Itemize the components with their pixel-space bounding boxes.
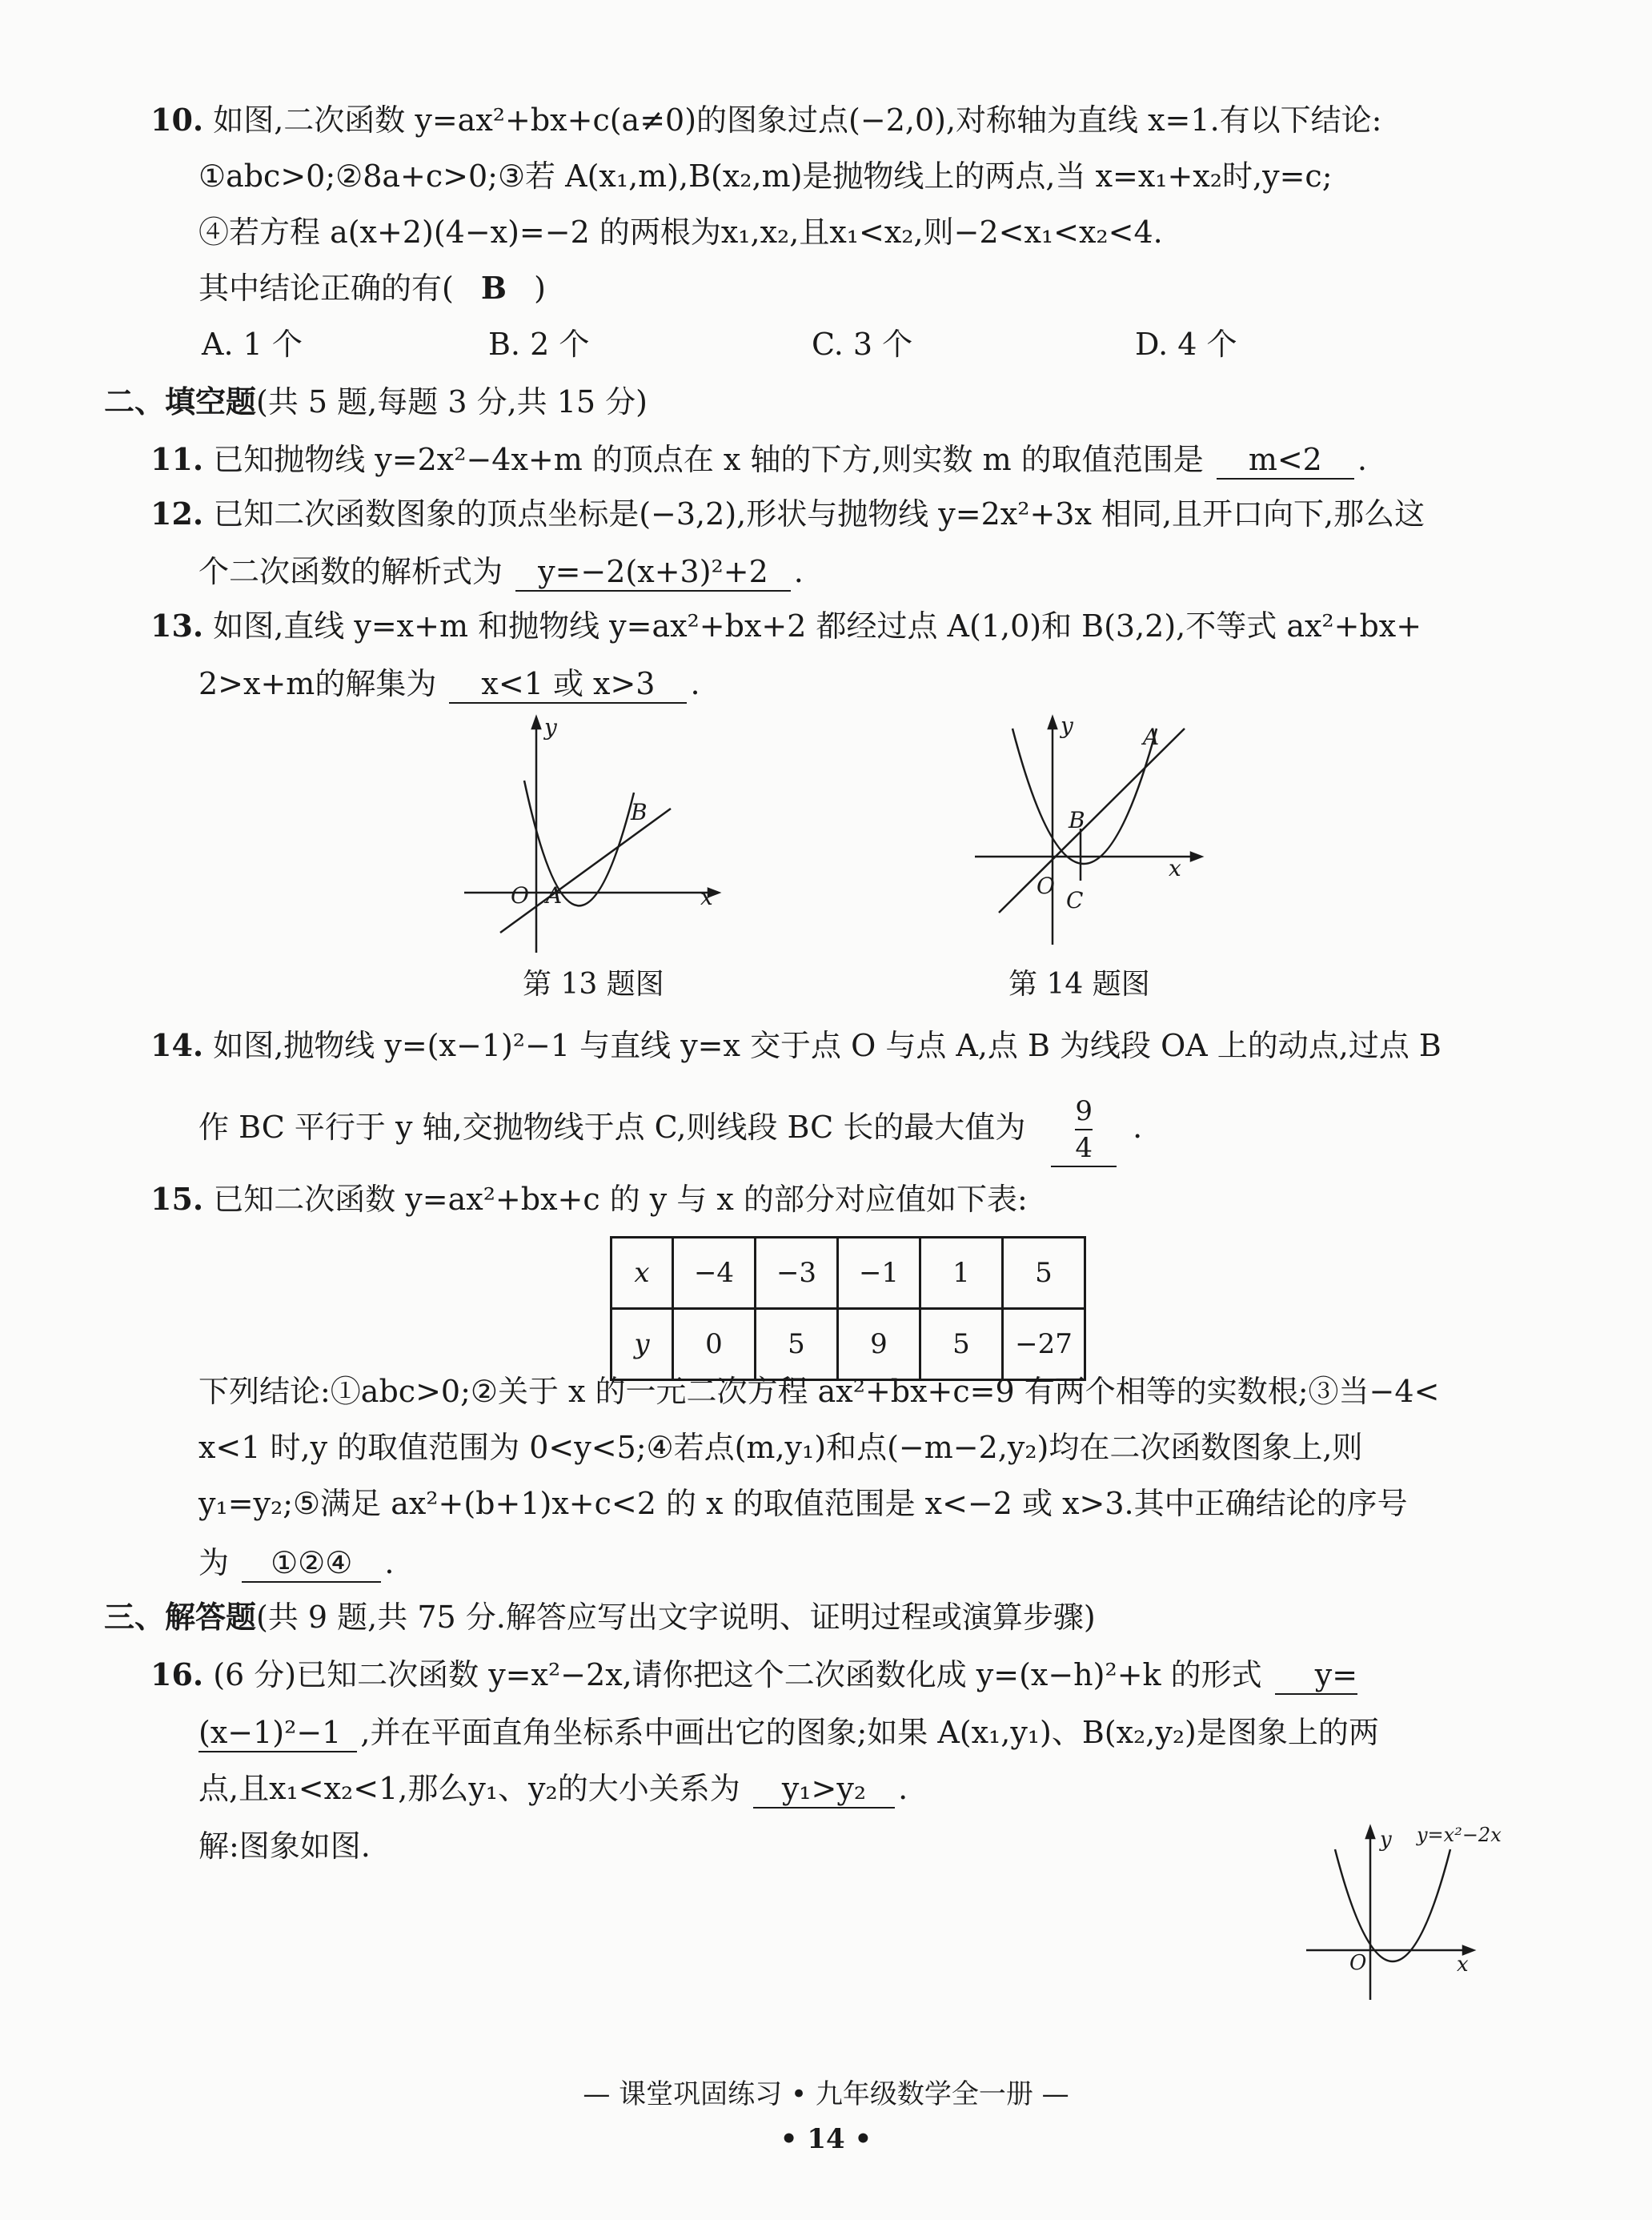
q12-end: . bbox=[793, 554, 804, 589]
q10-option-b: B. 2 个 bbox=[488, 327, 590, 362]
q13-end: . bbox=[690, 666, 700, 701]
q14-answer bbox=[1051, 1094, 1117, 1167]
q14-line2 bbox=[198, 1089, 1142, 1167]
fig14-parabola bbox=[1012, 729, 1157, 864]
table-cell: 5 bbox=[1003, 1238, 1085, 1309]
q15-intro-text: 已知二次函数 y=ax²+bx+c 的 y 与 x 的部分对应值如下表: bbox=[213, 1182, 1028, 1217]
q10-text-1: 如图,二次函数 y=ax²+bx+c(a≠0)的图象过点(−2,0),对称轴为直线 x=1.有以下结论: bbox=[213, 102, 1382, 138]
q10-option-a: A. 1 个 bbox=[202, 327, 303, 362]
q16-answer-1a: y= bbox=[1275, 1656, 1357, 1695]
fig14-label-c: C bbox=[1066, 887, 1084, 913]
q11-number: 11. bbox=[150, 441, 204, 477]
fig14-caption: 第 14 题图 bbox=[1008, 968, 1150, 1001]
fig13-label-o: O bbox=[511, 882, 529, 909]
fig16-label-y: y bbox=[1380, 1828, 1392, 1852]
fig16-y-arrow bbox=[1366, 1827, 1374, 1838]
fig13-parabola bbox=[524, 781, 634, 905]
q16-text-3: 点,且x₁<x₂<1,那么y₁、y₂的大小关系为 bbox=[198, 1771, 740, 1806]
table-cell: 0 bbox=[673, 1309, 756, 1380]
table-cell: −1 bbox=[838, 1238, 920, 1309]
section3-title: 三、解答题 bbox=[104, 1599, 257, 1635]
q13-number: 13. bbox=[150, 608, 204, 644]
q12-answer: y=−2(x+3)²+2 bbox=[515, 553, 791, 592]
q11-answer: m<2 bbox=[1217, 441, 1354, 480]
q12-text-1: 已知二次函数图象的顶点坐标是(−3,2),形状与抛物线 y=2x²+3x 相同,且开口向下,那么这 bbox=[213, 496, 1425, 532]
fig13-line bbox=[500, 809, 671, 933]
fig13-label-a: A bbox=[546, 882, 563, 909]
table-cell: y bbox=[611, 1309, 673, 1380]
fig14-x-arrow bbox=[1191, 853, 1201, 861]
q13-line2 bbox=[198, 663, 700, 705]
figure-13 bbox=[456, 713, 728, 961]
q16-answer-2: y₁>y₂ bbox=[753, 1770, 895, 1809]
section3-note: (共 9 题,共 75 分.解答应写出文字说明、证明过程或演算步骤) bbox=[256, 1600, 1096, 1635]
q15-line4 bbox=[198, 1542, 394, 1584]
fig16-label-x: x bbox=[1457, 1953, 1469, 1977]
q15-line3: y₁=y₂;⑤满足 ax²+(b+1)x+c<2 的 x 的取值范围是 x<−2 或 x>3.其中正确结论的序号 bbox=[198, 1486, 1408, 1521]
table-cell: −3 bbox=[756, 1238, 838, 1309]
table-cell: 9 bbox=[838, 1309, 920, 1380]
fig14-label-x: x bbox=[1169, 855, 1181, 881]
q16-line2 bbox=[198, 1712, 1379, 1753]
q10-option-c: C. 3 个 bbox=[812, 327, 913, 362]
table-row bbox=[611, 1309, 1085, 1380]
q14-end: . bbox=[1133, 1110, 1143, 1145]
q16-answer-1b: (x−1)²−1 bbox=[198, 1714, 357, 1752]
table-cell: 1 bbox=[920, 1238, 1003, 1309]
q15-intro bbox=[150, 1178, 1028, 1220]
q11-text: 已知抛物线 y=2x²−4x+m 的顶点在 x 轴的下方,则实数 m 的取值范围是 bbox=[213, 442, 1204, 477]
fig14-label-y: y bbox=[1061, 713, 1073, 739]
q15-end: . bbox=[384, 1545, 395, 1580]
fig13-label-y: y bbox=[544, 714, 557, 741]
q10-line3: ④若方程 a(x+2)(4−x)=−2 的两根为x₁,x₂,且x₁<x₂,则−2<x₁<x₂<4. bbox=[198, 215, 1163, 250]
q13-answer: x<1 或 x>3 bbox=[449, 665, 687, 704]
q10-prompt-text: 其中结论正确的有( bbox=[198, 271, 454, 306]
q11-line bbox=[150, 439, 1367, 480]
footer-title: — 课堂巩固练习 • 九年级数学全一册 — bbox=[583, 2078, 1069, 2110]
q14-answer-denominator: 4 bbox=[1075, 1131, 1093, 1164]
q12-line1 bbox=[150, 493, 1425, 535]
q10-line1 bbox=[150, 99, 1381, 141]
q15-line2: x<1 时,y 的取值范围为 0<y<5;④若点(m,y₁)和点(−m−2,y₂)均在二次函数图象上,则 bbox=[198, 1430, 1363, 1465]
q14-number: 14. bbox=[150, 1027, 204, 1063]
q16-line1 bbox=[150, 1654, 1361, 1696]
table-cell: −4 bbox=[673, 1238, 756, 1309]
table-cell: x bbox=[611, 1238, 673, 1309]
table-cell: 5 bbox=[756, 1309, 838, 1380]
fig13-label-x: x bbox=[700, 884, 713, 910]
table-cell: 5 bbox=[920, 1309, 1003, 1380]
table-cell: −27 bbox=[1003, 1309, 1085, 1380]
q16-end: . bbox=[898, 1771, 908, 1806]
q12-line2 bbox=[198, 551, 804, 592]
q10-line2: ①abc>0;②8a+c>0;③若 A(x₁,m),B(x₂,m)是抛物线上的两点,当 x=x₁+x₂时,y=c; bbox=[198, 159, 1333, 194]
fig13-label-b: B bbox=[631, 799, 648, 825]
q15-line1: 下列结论:①abc>0;②关于 x 的一元二次方程 ax²+bx+c=9 有两个相等的实数根;③当−4< bbox=[198, 1374, 1440, 1409]
fig14-label-b: B bbox=[1069, 807, 1085, 833]
fig13-caption: 第 13 题图 bbox=[523, 968, 664, 1001]
fig14-label-o: O bbox=[1037, 873, 1055, 899]
page-number: • 14 • bbox=[780, 2123, 872, 2155]
q16-number: 16. bbox=[150, 1656, 204, 1692]
section2-title: 二、填空题 bbox=[104, 383, 257, 420]
q16-line3 bbox=[198, 1768, 908, 1809]
fig14-y-arrow bbox=[1049, 717, 1057, 729]
q16-solution: 解:图象如图. bbox=[198, 1829, 371, 1864]
fig16-parabola bbox=[1335, 1849, 1450, 1961]
q11-end: . bbox=[1357, 442, 1367, 477]
q15-number: 15. bbox=[150, 1181, 204, 1217]
q12-text-2: 个二次函数的解析式为 bbox=[198, 554, 503, 589]
section2-heading bbox=[104, 381, 648, 423]
q15-line4-text: 为 bbox=[198, 1545, 230, 1580]
q10-prompt-end: ) bbox=[534, 271, 546, 306]
figure-16 bbox=[1297, 1817, 1553, 2009]
table-row bbox=[611, 1238, 1085, 1309]
q10-answer: B bbox=[480, 270, 507, 306]
q15-answer: ①②④ bbox=[242, 1544, 381, 1583]
q14-text-1: 如图,抛物线 y=(x−1)²−1 与直线 y=x 交于点 O 与点 A,点 B 为线段 OA 上的动点,过点 B bbox=[213, 1028, 1441, 1063]
q14-answer-numerator: 9 bbox=[1075, 1094, 1093, 1130]
q12-number: 12. bbox=[150, 496, 204, 532]
q13-line1 bbox=[150, 605, 1421, 647]
q14-text-2: 作 BC 平行于 y 轴,交抛物线于点 C,则线段 BC 长的最大值为 bbox=[198, 1110, 1026, 1145]
fig13-y-arrow bbox=[532, 717, 540, 729]
q16-text-1: (6 分)已知二次函数 y=x²−2x,请你把这个二次函数化成 y=(x−h)²+k 的形式 bbox=[213, 1657, 1262, 1692]
q13-text-1: 如图,直线 y=x+m 和抛物线 y=ax²+bx+2 都经过点 A(1,0)和 B(3,2),不等式 ax²+bx+ bbox=[213, 608, 1422, 644]
fig16-label-o: O bbox=[1349, 1951, 1367, 1975]
figure-14 bbox=[968, 713, 1209, 953]
section2-note: (共 5 题,每题 3 分,共 15 分) bbox=[256, 384, 648, 420]
q16-text-2: ,并在平面直角坐标系中画出它的图象;如果 A(x₁,y₁)、B(x₂,y₂)是图象上的两 bbox=[360, 1715, 1379, 1750]
fig14-label-a: A bbox=[1143, 724, 1160, 750]
q15-value-table bbox=[610, 1236, 1086, 1381]
q10-option-d: D. 4 个 bbox=[1135, 327, 1237, 362]
q10-prompt bbox=[198, 267, 546, 309]
fig14-line bbox=[999, 729, 1185, 913]
section3-heading bbox=[104, 1596, 1096, 1638]
q14-line1 bbox=[150, 1025, 1441, 1066]
fig16-curve-label: y=x²−2x bbox=[1417, 1824, 1502, 1846]
q10-number: 10. bbox=[150, 102, 204, 138]
q13-text-2: 2>x+m的解集为 bbox=[198, 666, 437, 701]
